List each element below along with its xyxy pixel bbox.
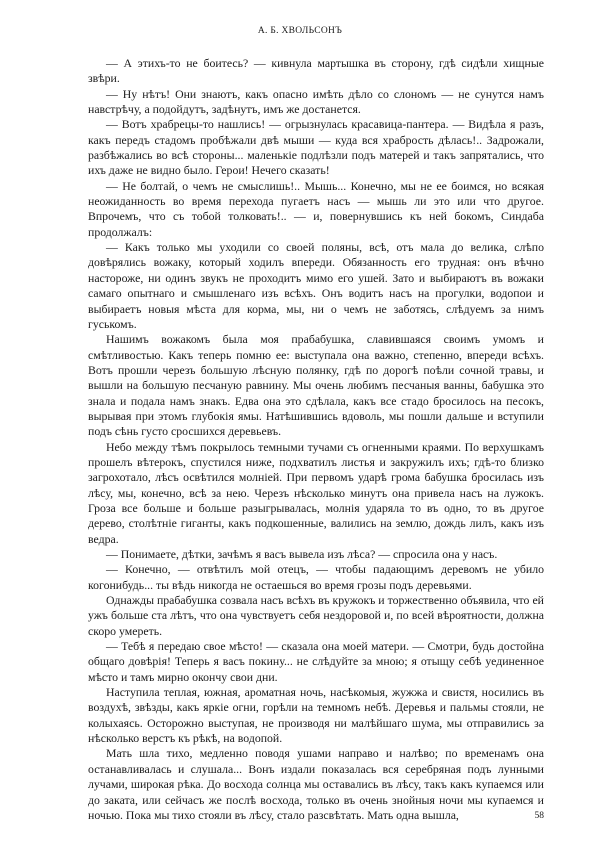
paragraph: — Вотъ храбрецы-то нашлись! — огрызнулась красавица-пантера. — Видѣла я разъ, какъ передъ стадомъ пробѣжали двѣ мыши — куда вся храбрость дѣлась!.. Задрожали, разбѣжались во всѣ стороны... маленькіе подлѣзли подъ матерей и такъ запрятались, что ихъ даже не видно было. Герои! Нечего сказать! <box>88 117 544 178</box>
running-head: А. Б. ХВОЛЬСОНЪ <box>257 26 343 36</box>
paragraph: — Конечно, — отвѣтилъ мой отецъ, — чтобы падающимъ деревомъ не убило когонибудь... ты вѣдь никогда не остаешься во время грозы подъ деревьями. <box>88 562 544 592</box>
paragraph: — Понимаете, дѣтки, зачѣмъ я васъ вывела изъ лѣса? — спросила она у насъ. <box>106 547 498 561</box>
paragraph: — Не болтай, о чемъ не смыслишь!.. Мышь... Конечно, мы не ее боимся, но всякая неожиданность во время перехода пугаетъ насъ — мышь ли это или что другое. Впрочемъ, что съ тобой толковать!.. — и, повернувшись къ ней бокомъ, Синдаба продолжалъ: <box>88 178 544 239</box>
paragraph: Мать шла тихо, медленно поводя ушами направо и налѣво; по временамъ она останавливалась и слушала... Вонъ издали показалась вся серебряная подъ лунными лучами, широкая рѣка. До восхода солнца мы оставались въ лѣсу, такъ какъ купаемся или до заката, или сейчасъ же послѣ восхода, только въ очень знойныя ночи мы купаемся и ночью. Пока мы тихо стояли въ лѣсу, стало разсвѣтать. Мать одна вышла, <box>88 746 544 822</box>
paragraph: Наступила теплая, южная, ароматная ночь, насѣкомыя, жужжа и свистя, носились въ воздухѣ, звѣзды, какъ яркіе огни, горѣли на темномъ небѣ. Деревья и пальмы стояли, не колыхаясь. Осторожно выступая, не производя ни малѣйшаго шума, мы отправились за нѣсколько верстъ къ рѣкѣ, на водопой. <box>88 685 544 746</box>
paragraph: — А этихъ-то не боитесь? — кивнула мартышка въ сторону, гдѣ сидѣли хищные звѣри. <box>88 56 544 86</box>
page-number: 58 <box>534 811 544 821</box>
paragraph: Нашимъ вожакомъ была моя прабабушка, славившаяся своимъ умомъ и смѣтливостью. Какъ теперь помню ее: выступала она важно, степенно, впереди всѣхъ. Вотъ прошли черезъ большую лѣсную полянку, гдѣ по дорогѣ поѣли сочной травы, и вышли на большую песчаную равнину. Мы очень любимъ песчаныя ванны, бабушка это знала и подала намъ знакъ. Едва она это сдѣлала, какъ все стадо бросилось на песокъ, вырывая при этомъ глубокія ямы. Натѣшившись вдоволь, мы пошли дальше и вступили подъ сѣнь густо сросшихся деревьевъ. <box>88 332 544 439</box>
paragraph: — Какъ только мы уходили со своей поляны, всѣ, отъ мала до велика, слѣпо довѣрялись вожаку, который ходилъ впереди. Обязанность его трудная: онъ вѣчно настороже, ни одинъ звукъ не проходитъ мимо его ушей. Зато и выбираютъ въ вожаки самаго опытнаго и смышленаго изъ всѣхъ. Онъ водитъ насъ на прогулки, водопои и выбираетъ новыя мѣста для корма, мы, ни о чемъ не заботясь, слѣдуемъ за нимъ гуськомъ. <box>88 240 544 331</box>
body-text <box>88 56 544 822</box>
paragraph: Небо между тѣмъ покрылось темными тучами съ огненными краями. По верхушкамъ прошелъ вѣтерокъ, спустился ниже, подхватилъ листья и закружилъ ихъ; гдѣ-то близко загрохотало, лѣсъ освѣтился молніей. При первомъ ударѣ грома бабушка бросилась изъ лѣсу, мы, конечно, всѣ за нею. Черезъ нѣсколько минутъ она привела насъ на лужокъ. Гроза все больше и больше разыгрывалась, молнія ударяла то въ одно, то въ другое дерево, столѣтніе гиганты, какъ подкошенные, валились на землю, дождь лилъ, какъ изъ ведра. <box>88 439 544 546</box>
paragraph: — Тебѣ я передаю свое мѣсто! — сказала она моей матери. — Смотри, будь достойна общаго довѣрія! Теперь я васъ покину... не слѣдуйте за мною; я отыщу себѣ уединенное мѣсто и тамъ мирно окончу свои дни. <box>88 639 544 684</box>
paragraph: Однажды прабабушка созвала насъ всѣхъ въ кружокъ и торжественно объявила, что ей ужъ больше ста лѣтъ, что она чувствуетъ себя нездоровой и, по всей вѣроятности, должна скоро умереть. <box>88 593 544 638</box>
paragraph: — Ну нѣтъ! Они знаютъ, какъ опасно имѣть дѣло со слономъ — не сунутся намъ навстрѣчу, а подойдутъ, задѣнутъ, имъ же достанется. <box>88 86 544 117</box>
